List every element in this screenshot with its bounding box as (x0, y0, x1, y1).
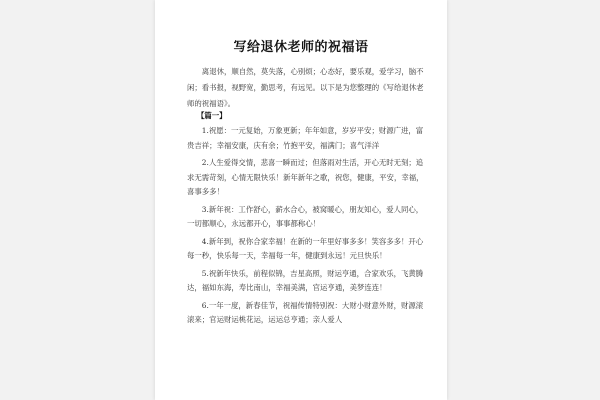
list-item: 3.新年祝：工作舒心，薪水合心，被窝暖心，朋友知心，爱人同心，一切都顺心，永远都开心，事事都称心！ (187, 204, 424, 228)
list-item: 4.新年到，祝你合家幸福！在新的一年里好事多多！笑容多多！开心每一秒，快乐每一天，幸福每一年，健康到永远！元旦快乐！ (187, 236, 424, 260)
blessing-list (187, 124, 427, 331)
list-item: 6.一年一度，新春佳节，祝福传情特别祝：大财小财意外财，财源滚滚来；官运财运桃花运，运运总亨通；亲人爱人 (187, 300, 424, 324)
document-page (155, 0, 447, 400)
list-item: 2.人生爱得交情，悲喜一瞬而过；但落雨对生活，开心无时无刻；追求无需苛刻，心情无限快乐！新年新年之歌，祝您，健康，平安，幸福，喜事多多！ (187, 158, 424, 196)
list-item: 5.祝新年快乐，前程似锦，吉星高照，财运亨通，合家欢乐，飞黄腾达，福如东海，寿比南山，幸福美满，官运亨通，美梦连连！ (187, 268, 424, 292)
intro-paragraph: 离退休，顺自然，莫失落，心别烦；心态好，要乐观，爱学习，脑不闲；看书报，视野宽，勤思考，有远见。以下是为您整理的《写给退休老师的祝福语》。 (187, 67, 424, 108)
list-item: 1.祝愿：一元复始，万象更新；年年如意，岁岁平安；财源广进，富贵吉祥；幸福安康，庆有余；竹抱平安，福满门；喜气洋洋 (187, 126, 424, 150)
page-title: 写给退休老师的祝福语 (233, 40, 369, 55)
section-label: 【篇一】 (197, 111, 227, 120)
